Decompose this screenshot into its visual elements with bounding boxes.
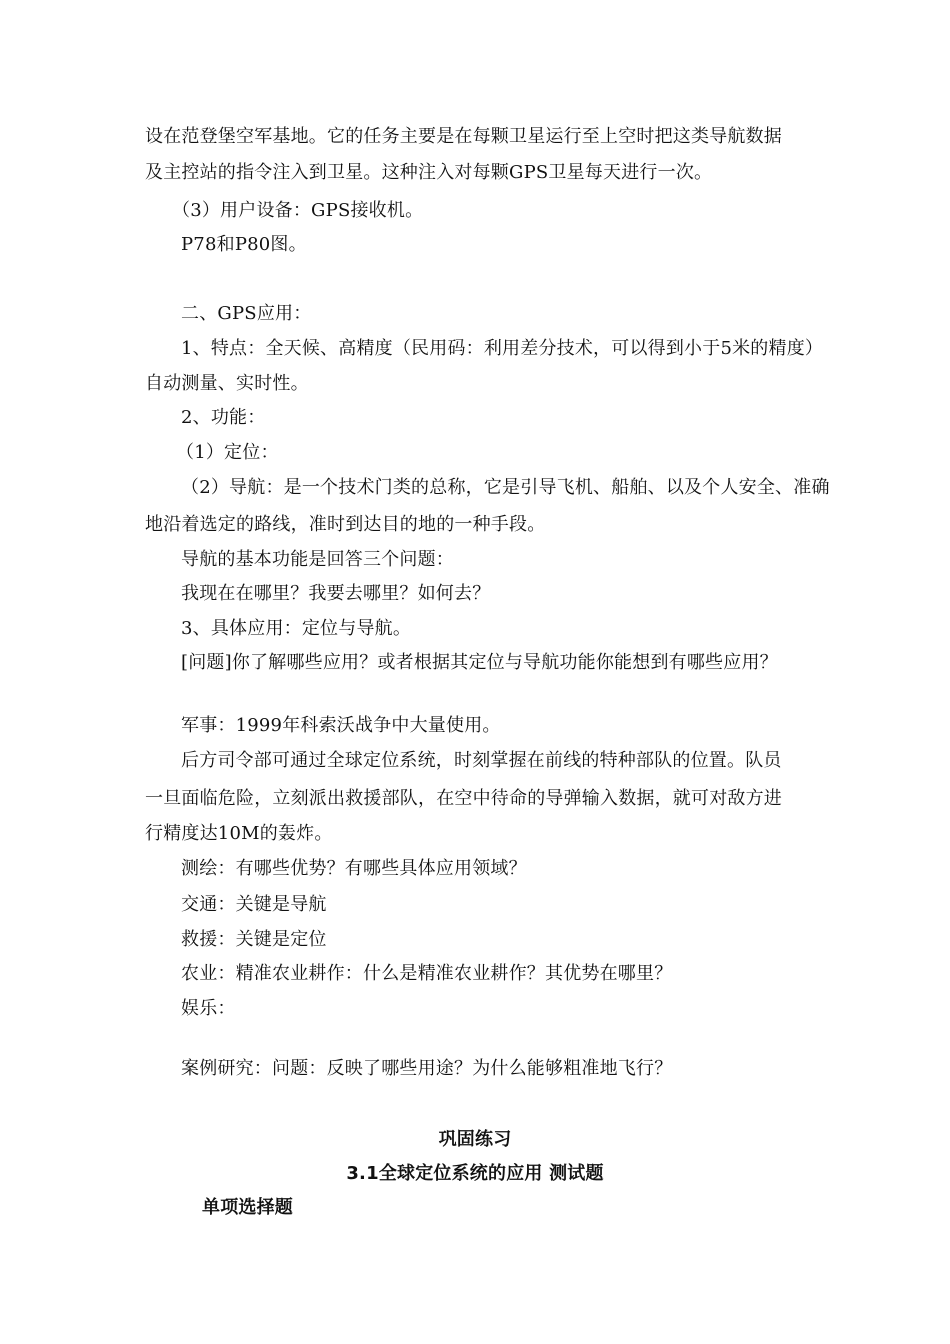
paragraph-line: （2）导航：是一个技术门类的总称，它是引导飞机、船舶、以及个人安全、准确 (181, 477, 830, 498)
paragraph-line: 设在范登堡空军基地。它的任务主要是在每颗卫星运行至上空时把这类导航数据 (145, 126, 782, 147)
paragraph-line: 3、具体应用：定位与导航。 (181, 618, 412, 639)
paragraph-line: （1）定位： (176, 442, 279, 463)
subsection-title: 单项选择题 (202, 1197, 293, 1218)
paragraph-line: 一旦面临危险，立刻派出救援部队，在空中待命的导弹输入数据，就可对敌方进 (145, 788, 782, 809)
paragraph-line: 1、特点：全天候、高精度（民用码：利用差分技术，可以得到小于5米的精度） (181, 338, 824, 359)
paragraph-line: 案例研究：问题：反映了哪些用途？为什么能够粗准地飞行？ (181, 1058, 673, 1079)
section-heading: 二、GPS应用： (181, 303, 312, 324)
paragraph-line: 地沿着选定的路线，准时到达目的地的一种手段。 (145, 514, 546, 535)
paragraph-line: 导航的基本功能是回答三个问题： (181, 549, 454, 570)
paragraph-line: 测绘：有哪些优势？有哪些具体应用领域？ (181, 858, 527, 879)
section-title: 巩固练习 (438, 1129, 512, 1150)
paragraph-line: 自动测量、实时性。 (145, 373, 309, 394)
paragraph-line: 后方司令部可通过全球定位系统，时刻掌握在前线的特种部队的位置。队员 (181, 750, 782, 771)
paragraph-line: 2、功能： (181, 407, 266, 428)
paragraph-line: 交通：关键是导航 (181, 894, 327, 915)
paragraph-line: 娱乐： (181, 998, 236, 1019)
paragraph-line: P78和P80图。 (181, 234, 307, 255)
paragraph-line: 军事：1999年科索沃战争中大量使用。 (181, 715, 501, 736)
paragraph-line: 行精度达10M的轰炸。 (145, 823, 333, 844)
paragraph-line: [问题]你了解哪些应用？或者根据其定位与导航功能你能想到有哪些应用？ (181, 652, 778, 673)
paragraph-line: 救援：关键是定位 (181, 929, 327, 950)
paragraph-line: （3）用户设备：GPS接收机。 (172, 200, 424, 221)
test-title: 3.1全球定位系统的应用 测试题 (346, 1163, 604, 1184)
paragraph-line: 我现在在哪里？我要去哪里？如何去？ (181, 583, 491, 604)
paragraph-line: 及主控站的指令注入到卫星。这种注入对每颗GPS卫星每天进行一次。 (145, 162, 713, 183)
paragraph-line: 农业：精准农业耕作：什么是精准农业耕作？其优势在哪里？ (181, 963, 673, 984)
